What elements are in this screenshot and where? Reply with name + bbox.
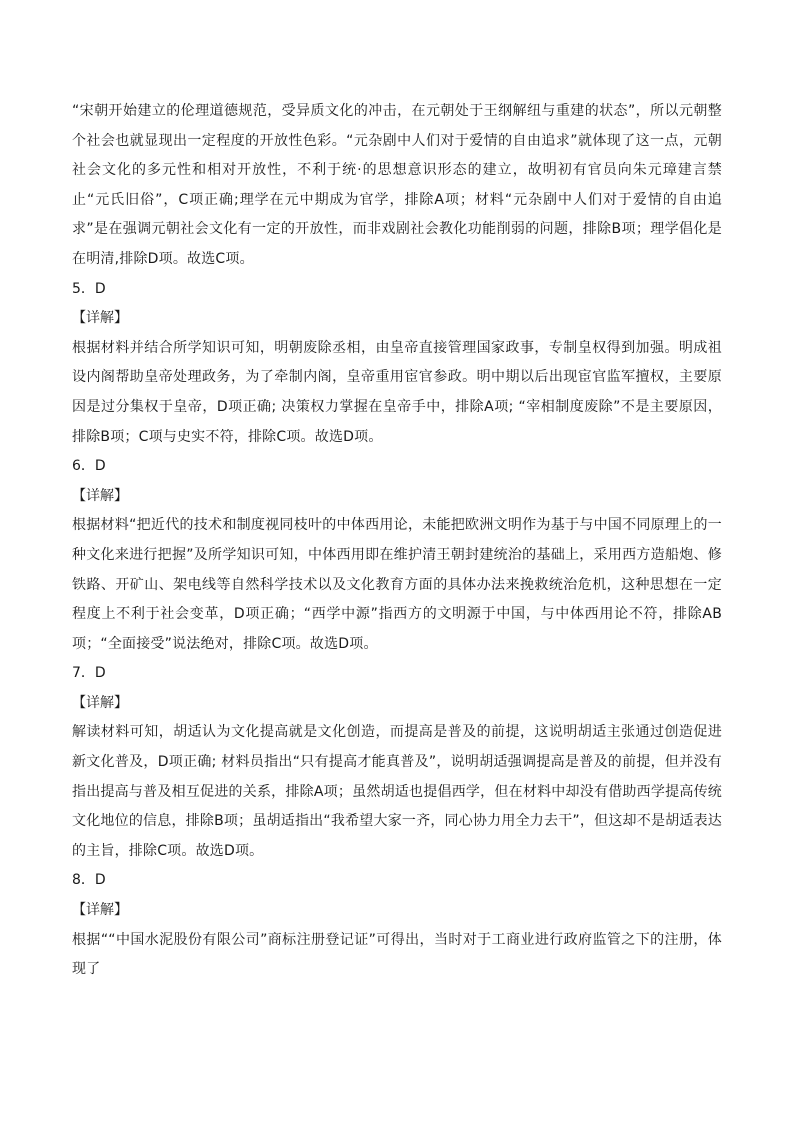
question-8-answer: 8．D bbox=[72, 872, 106, 889]
question-6-explanation: 根据材料“把近代的技术和制度视同枝叶的中体西用论，未能把欧洲文明作为基于与中国不同原理上的一种文化来进行把握”及所学知识可知，中体西用即在维护清王朝封建统治的基础上，采用西方造船炮、修铁路、开矿山、架电线等自然科学技术以及文化教育方面的具体办法来挽救统治危机，这种思想在一定程度上不利于社会变革，D项正确；“西学中源”指西方的文明源于中国，与中体西用论不符，排除AB项；“全面接受”说法绝对，排除C项。故选D项。 bbox=[72, 517, 722, 652]
question-7-answer: 7．D bbox=[72, 665, 106, 682]
question-6-answer: 6．D bbox=[72, 458, 106, 475]
question-8-detail-heading: 【详解】 bbox=[72, 902, 128, 919]
answer-4-explanation-continued: “宋朝开始建立的伦理道德规范，受异质文化的冲击，在元朝处于王纲解纽与重建的状态”，所以元朝整个社会也就显现出一定程度的开放性色彩。“元杂剧中人们对于爱情的自由追求”就体现了这一点，元朝社会文化的多元性和相对开放性，不利于统·的思想意识形态的建立，故明初有官员向朱元璋建言禁止“元氏旧俗”，C项正确;理学在元中期成为官学，排除A项；材料“元杂剧中人们对于爱情的自由追求”是在强调元朝社会文化有一定的开放性，而非戏剧社会教化功能削弱的问题，排除B项；理学倡化是在明清,排除D项。故选C项。 bbox=[72, 103, 722, 267]
question-8-explanation: 根据““中国水泥股份有限公司”商标注册登记证”可得出，当时对于工商业进行政府监管之下的注册，体现了 bbox=[72, 931, 722, 978]
question-6-detail-heading: 【详解】 bbox=[72, 487, 128, 504]
question-5-answer: 5．D bbox=[72, 280, 106, 297]
question-7-explanation: 解读材料可知，胡适认为文化提高就是文化创造，而提高是普及的前提，这说明胡适主张通过创造促进新文化普及，D项正确; 材料员指出“只有提高才能真普及”，说明胡适强调提高是普及的前提，但并没有指出提高与普及相互促进的关系，排除A项；虽然胡适也提倡西学，但在材料中却没有借助西学提高传统文化地位的信息，排除B项；虽胡适指出“我希望大家一齐，同心协力用全力去干”，但这却不是胡适表达的主旨，排除C项。故选D项。 bbox=[72, 724, 722, 859]
question-7-detail-heading: 【详解】 bbox=[72, 694, 128, 711]
question-5-explanation: 根据材料并结合所学知识可知，明朝废除丞相，由皇帝直接管理国家政事，专制皇权得到加强。明成祖设内阁帮助皇帝处理政务，为了牵制内阁，皇帝重用宦官参政。明中期以后出现宦官监军擅权，主要原因是过分集权于皇帝，D项正确; 决策权力掌握在皇帝手中，排除A项; “宰相制度废除”不是主要原因，排除B项；C项与史实不符，排除C项。故选D项。 bbox=[72, 339, 722, 445]
question-5-detail-heading: 【详解】 bbox=[72, 310, 128, 327]
document-page bbox=[72, 97, 722, 985]
